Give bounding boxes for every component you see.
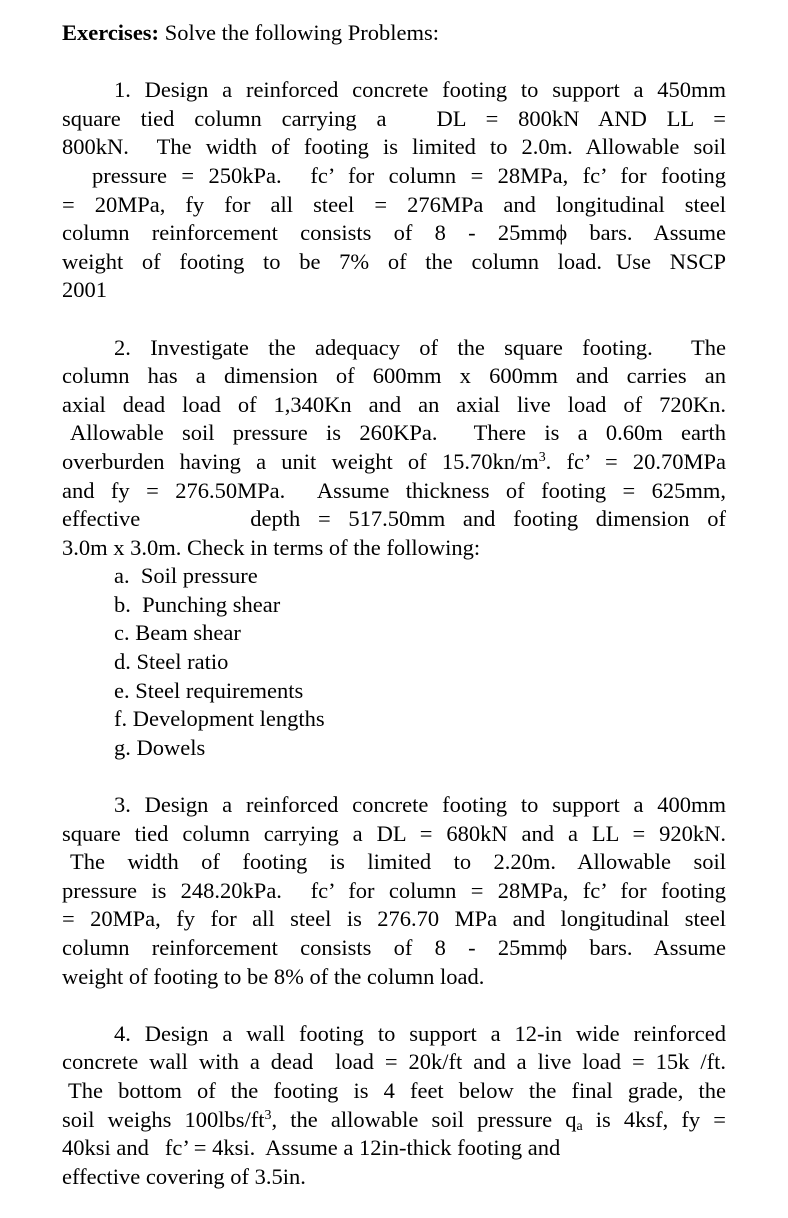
text-line: Allowable soil pressure is 260KPa. There is a 0.60m earth xyxy=(70,420,726,446)
text-line: c. Beam shear xyxy=(114,620,241,646)
text-line: square tied column carrying a DL = 680kN and a LL = 920kN. xyxy=(62,820,726,846)
text-line: f. Development lengths xyxy=(114,706,325,732)
text-line: pressure is 248.20kPa. fc’ for column = 28MPa, fc’ for footing xyxy=(62,877,726,903)
text-line: square tied column carrying a DL = 800kN AND LL = xyxy=(62,105,726,131)
text-line: axial dead load of 1,340Kn and an axial live load of 720Kn. xyxy=(62,391,726,417)
text-line: column has a dimension of 600mm x 600mm and carries an xyxy=(62,363,726,389)
text-line: 1. Design a reinforced concrete footing to support a 450mm xyxy=(114,77,726,103)
text-line: a. Soil pressure xyxy=(114,563,258,589)
text-line: effective covering of 3.5in. xyxy=(62,1163,306,1189)
text-line: 4. Design a wall footing to support a 12-in wide reinforced xyxy=(114,1020,726,1046)
text-line: column reinforcement consists of 8 - 25mmϕ bars. Assume xyxy=(62,935,726,960)
text-line: column reinforcement consists of 8 - 25mmϕ bars. Assume xyxy=(62,220,726,246)
subscript-text: a xyxy=(576,1119,583,1135)
text-line: concrete wall with a dead load = 20k/ft and a live load = 15k /ft. xyxy=(62,1049,726,1075)
text-line: 40ksi and fc’ = 4ksi. Assume a 12in-thick footing and xyxy=(62,1135,561,1161)
text-line: 3. Design a reinforced concrete footing to support a 400mm xyxy=(114,792,726,818)
text-line: The bottom of the footing is 4 feet below the final grade, the xyxy=(68,1077,726,1103)
text-line: g. Dowels xyxy=(114,734,206,760)
text-line: effective depth = 517.50mm and footing dimension of xyxy=(62,506,726,532)
text-line: weight of footing to be 8% of the column load. xyxy=(62,963,485,989)
text-line: weight of footing to be 7% of the column load. Use NSCP xyxy=(62,248,726,274)
space-gap xyxy=(602,268,616,269)
problem-2 xyxy=(62,334,726,763)
text-line: 800kN. The width of footing is limited to 2.0m. Allowable soil xyxy=(62,134,726,160)
text-line: = 20MPa, fy for all steel = 276MPa and longitudinal steel xyxy=(62,191,726,217)
text-line: pressure = 250kPa. fc’ for column = 28MPa, fc’ for footing xyxy=(92,162,726,188)
space-gap xyxy=(149,1154,165,1155)
problem-4 xyxy=(62,1020,726,1192)
text-line: d. Steel ratio xyxy=(114,649,229,675)
text-line: e. Steel requirements xyxy=(114,677,304,703)
text-line: overburden having a unit weight of $15.70kn/m^3$. fc’ = 20.70MPa xyxy=(62,448,726,474)
space-gap xyxy=(387,125,437,126)
text-line: The width of footing is limited to 2.20m. Allowable soil xyxy=(70,849,726,875)
text-line: b. Punching shear xyxy=(114,591,281,617)
exercises-heading xyxy=(62,19,726,48)
space-gap xyxy=(140,525,250,526)
superscript-text: 3 xyxy=(264,1107,272,1123)
text-line: 3.0m x 3.0m. Check in terms of the following: xyxy=(62,534,481,560)
text-line: and fy = 276.50MPa. Assume thickness of footing = 625mm, xyxy=(62,477,726,503)
text-line: 2001 xyxy=(62,277,107,303)
text-line: = 20MPa, fy for all steel is 276.70 MPa and longitudinal steel xyxy=(62,906,726,932)
problem-1 xyxy=(62,76,726,305)
text-line: soil weighs $100lbs/ft^3$, the allowable soil pressure qa is 4ksf, fy = xyxy=(62,1106,726,1135)
problem-3 xyxy=(62,791,726,991)
superscript-text: 3 xyxy=(538,450,546,466)
heading-bold-label: Exercises: xyxy=(62,20,160,45)
heading-rest-text: Solve the following Problems: xyxy=(159,20,440,45)
text-line: 2. Investigate the adequacy of the square footing. The xyxy=(114,334,726,360)
